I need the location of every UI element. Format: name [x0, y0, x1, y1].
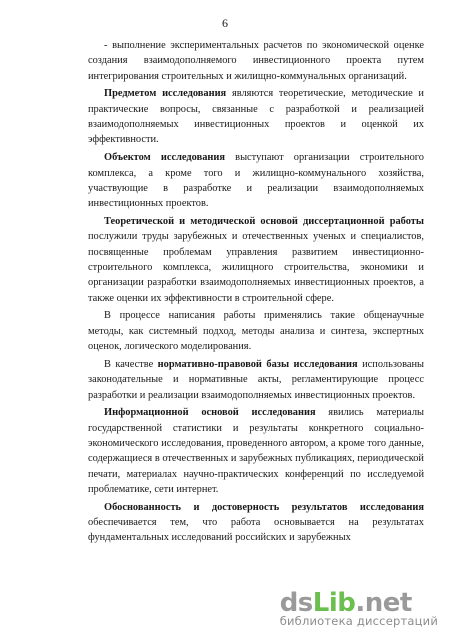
paragraph-subject [88, 86, 424, 147]
dslib-watermark [280, 588, 438, 628]
paragraph-heading: Обоснованность и достоверность результатов исследования [104, 501, 424, 513]
paragraph-heading: нормативно-правовой базы исследования [157, 358, 358, 370]
document-body [88, 38, 424, 549]
watermark-subtitle: библиотека диссертаций [279, 614, 438, 628]
paragraph-prefix: В качестве [104, 358, 158, 370]
paragraph-theoretical-basis [88, 214, 424, 306]
paragraph-text: использованы законодательные и нормативные акты, регламентирующие процесс разработки и реализации взаимодополняемых инвестиционных проектов. [88, 358, 424, 401]
paragraph-experimental-calculations [88, 38, 424, 84]
paragraph-text: В процессе написания работы применялись такие общенаучные методы, как системный подход, методы анализа и синтеза, экспертных оценок, логического моделирования. [88, 310, 424, 353]
paragraph-heading: Предметом исследования [104, 88, 227, 100]
page-number: 6 [222, 16, 228, 30]
paragraph-text: явились материалы государственной статистики и результаты конкретного социально-экономического исследования, проведенного автором, а кроме того данные, содержащиеся в отечественных и зарубежных публикациях, периодической печати, материалах научно-практических конференций по исследуемой проблематике, сети интернет. [88, 407, 424, 495]
paragraph-text: послужили труды зарубежных и отечественных ученых и специалистов, посвященные проблемам управления развитием инвестиционно-строительного комплекса, жилищного строительства, экономики и организации разработки взаимодополняемых инвестиционных проектов, а также оценки их эффективности в строительной сфере. [88, 231, 424, 304]
paragraph-heading: Объектом исследования [104, 152, 225, 164]
watermark-net: .net [355, 588, 412, 618]
paragraph-heading: Теоретической и методической основой диссертационной работы [104, 216, 424, 228]
paragraph-text: - выполнение экспериментальных расчетов по экономической оценке создания взаимодополняемого инвестиционного проекта путем интегрирования строительных и жилищно-коммунальных организаций. [88, 40, 424, 82]
watermark-lib: Lib [312, 588, 356, 618]
paragraph-information-base [88, 405, 424, 497]
paragraph-text: выступают организации строительного комплекса, а кроме того и жилищно-коммунального хозяйства, участвующие в разработке и реализации взаимодополняемых инвестиционных проектов. [88, 152, 424, 210]
paragraph-validity [88, 500, 424, 546]
paragraph-methods [88, 308, 424, 354]
paragraph-text: обеспечивается тем, что работа основывается на результатах фундаментальных исследований российских и зарубежных [88, 517, 424, 544]
watermark-ds: ds [279, 588, 313, 618]
paragraph-text: являются теоретические, методические и практические вопросы, связанные с разработкой и реализацией взаимодополняемых инвестиционных проектов и оценкой их эффективности. [88, 88, 424, 146]
paragraph-heading: Информационной основой исследования [104, 407, 316, 419]
paragraph-object [88, 150, 424, 211]
paragraph-legal-base [88, 357, 424, 403]
